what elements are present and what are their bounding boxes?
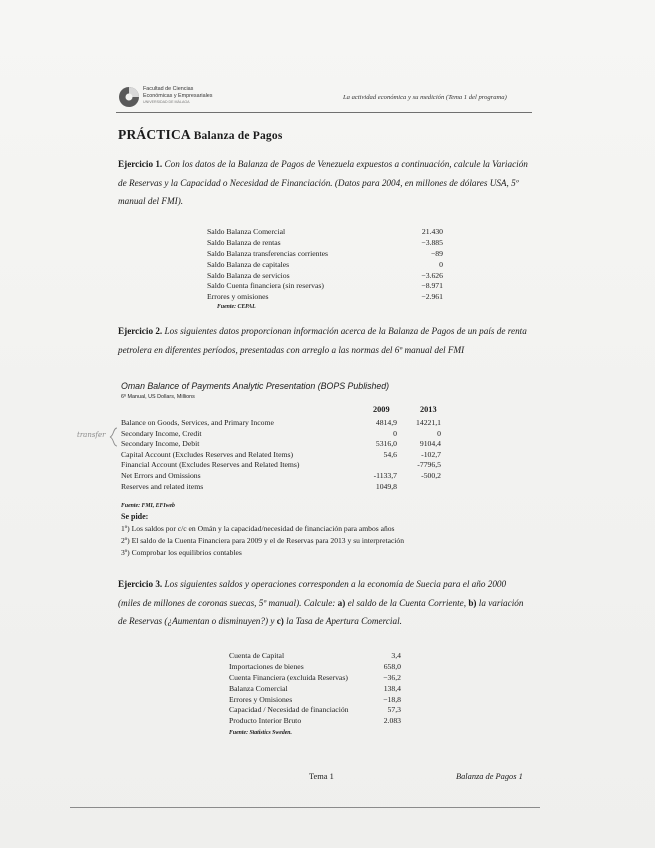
oman-table-title: Oman Balance of Payments Analytic Presentation (BOPS Published) <box>121 381 390 391</box>
row-label: Cuenta de Capital <box>229 651 285 660</box>
exercise-1-table <box>207 227 443 303</box>
row-label: Saldo Cuenta financiera (sin reservas) <box>207 281 324 291</box>
table-row <box>207 292 443 303</box>
row-label: Cuenta Financiera (excluida Reservas) <box>229 672 348 682</box>
row-label: Capacidad / Necesidad de financiación <box>229 705 349 715</box>
oman-table-subtitle: 6º Manual, US Dollars, Millions <box>121 394 195 400</box>
value-2013: -102,7 <box>421 449 441 459</box>
exercise-1-source: Fuente: CEPAL <box>217 304 256 310</box>
row-value: 138,4 <box>383 683 401 693</box>
table-row <box>207 271 443 282</box>
question-2: 2º) El saldo de la Cuenta Financiera para 2009 y el de Reservas para 2013 y su interpretación <box>121 536 405 545</box>
exercise-3-statement <box>118 575 528 631</box>
value-2009: 54,6 <box>383 449 397 459</box>
oman-table <box>121 418 441 492</box>
table-row <box>121 429 441 440</box>
exercise-3-label: Ejercicio 3. <box>118 579 163 589</box>
table-row <box>207 227 443 238</box>
row-value: 658,0 <box>383 661 401 671</box>
column-header-2009: 2009 <box>373 405 390 414</box>
exercise-1-text: Con los datos de la Balanza de Pagos de Venezuela expuestos a continuación, calcule la Variación de Reservas y la Capacidad o Necesidad de Financiación. (Datos para 2004, en millones de dólares USA, 5º manual del FMI). <box>118 159 528 206</box>
row-value: 3,4 <box>391 651 401 660</box>
row-label: Secondary Income, Debit <box>121 439 200 449</box>
table-row <box>229 673 401 684</box>
row-label: Saldo Balanza de rentas <box>207 237 281 247</box>
value-2009: 5316,0 <box>375 439 397 449</box>
row-label: Balanza Comercial <box>229 683 288 693</box>
exercise-2-source: Fuente: FMI, EFIweb <box>121 503 175 509</box>
table-row <box>229 684 401 695</box>
table-row <box>229 705 401 716</box>
row-label: Capital Account (Excludes Reserves and Related Items) <box>121 449 294 459</box>
exercise-3-part-b: b) <box>468 597 477 608</box>
row-label: Saldo Balanza transferencias corrientes <box>207 248 329 258</box>
table-row <box>121 482 441 493</box>
row-label: Financial Account (Excludes Reserves and Related Items) <box>121 460 300 470</box>
exercise-2-statement <box>118 322 538 359</box>
question-1: 1º) Los saldos por c/c en Omán y la capacidad/necesidad de financiación para ambos años <box>121 524 395 533</box>
row-value: −3.626 <box>421 270 443 280</box>
exercise-3-part-a: a) <box>337 597 346 608</box>
value-2013: 14221,1 <box>416 418 441 427</box>
table-row <box>121 471 441 482</box>
row-label: Balance on Goods, Services, and Primary Income <box>121 418 274 427</box>
footer-topic: Tema 1 <box>309 772 334 781</box>
table-row <box>229 716 401 727</box>
exercise-3-text-a: Los siguientes saldos y operaciones corresponden a la economía de Suecia para el año 2000 (miles de millones de coronas suecas, 5º manual). Calcule: <box>118 579 507 608</box>
exercise-3-text-d: la Tasa de Apertura Comercial. <box>286 616 402 626</box>
university-logo-icon <box>118 86 140 108</box>
faculty-line-1: Facultad de Ciencias <box>143 86 194 92</box>
footer-divider <box>70 807 540 808</box>
row-value: −8.971 <box>421 281 443 291</box>
faculty-line-2: Económicas y Empresariales <box>143 92 213 99</box>
running-header: La actividad económica y su medición (Tema 1 del programa) <box>343 94 507 101</box>
page-title-main: PRÁCTICA <box>118 127 191 142</box>
table-row <box>121 460 441 471</box>
table-row <box>207 260 443 271</box>
exercise-3-table <box>229 651 401 727</box>
page-title-sub: Balanza de Pagos <box>193 130 283 142</box>
exercise-3-source: Fuente: Statistics Sweden. <box>229 730 292 736</box>
exercise-1-statement <box>118 155 538 211</box>
value-2009: 4814,9 <box>375 418 397 427</box>
row-value: −36,2 <box>383 672 401 682</box>
row-value: 57,3 <box>387 705 401 715</box>
handwritten-brace-icon <box>107 427 119 447</box>
handwritten-note: transfer <box>77 431 106 439</box>
row-label: Importaciones de bienes <box>229 661 304 671</box>
exercise-3-part-c: c) <box>276 616 284 626</box>
row-value: 0 <box>439 259 443 269</box>
table-row <box>121 418 441 429</box>
row-label: Net Errors and Omissions <box>121 470 201 480</box>
row-value: −2.961 <box>421 292 443 302</box>
exercise-1-label: Ejercicio 1. <box>118 159 163 169</box>
question-3: 3º) Comprobar los equilibrios contables <box>121 548 242 557</box>
table-row <box>229 695 401 706</box>
exercise-2-label: Ejercicio 2. <box>118 326 163 336</box>
row-label: Saldo Balanza de servicios <box>207 270 290 280</box>
row-label: Producto Interior Bruto <box>229 716 302 726</box>
exercise-2-text: Los siguientes datos proporcionan información acerca de la Balanza de Pagos de un país de renta petrolera en diferentes períodos, presentadas con arreglo a las normas del 6º manual del FMI <box>118 326 527 355</box>
table-row <box>121 450 441 461</box>
row-label: Errores y Omisiones <box>229 694 293 704</box>
exercise-3-text-c: la variación de Reservas (¿Aumentan o disminuyen?) y <box>118 597 524 626</box>
faculty-line-3: UNIVERSIDAD DE MÁLAGA <box>143 100 190 105</box>
row-value: 21.430 <box>421 227 443 236</box>
value-2013: -500,2 <box>421 470 441 480</box>
value-2009: -1133,7 <box>373 470 397 480</box>
row-label: Saldo Balanza de capitales <box>207 259 290 269</box>
row-label: Errores y omisiones <box>207 292 269 302</box>
value-2009: 1049,8 <box>375 481 397 491</box>
row-value: −18,8 <box>383 694 401 704</box>
table-row <box>207 249 443 260</box>
row-label: Secondary Income, Credit <box>121 428 202 438</box>
table-row <box>207 238 443 249</box>
row-value: −89 <box>430 248 443 258</box>
se-pide-label: Se pide: <box>121 512 149 521</box>
row-value: 2.083 <box>383 716 401 726</box>
value-2013: 0 <box>437 428 441 438</box>
header-divider <box>116 112 532 113</box>
value-2013: 9104,4 <box>419 439 441 449</box>
faculty-name <box>143 86 213 106</box>
value-2013: -7796,5 <box>417 460 441 470</box>
row-value: −3.885 <box>421 237 443 247</box>
table-row <box>121 439 441 450</box>
table-row <box>229 662 401 673</box>
row-label: Reserves and related items <box>121 481 204 491</box>
row-label: Saldo Balanza Comercial <box>207 227 286 236</box>
footer-page-label: Balanza de Pagos 1 <box>456 772 523 781</box>
value-2009: 0 <box>393 428 397 438</box>
page-title <box>118 127 283 143</box>
table-row <box>207 281 443 292</box>
exercise-3-text-b: el saldo de la Cuenta Corriente, <box>347 597 467 608</box>
column-header-2013: 2013 <box>420 405 437 414</box>
table-row <box>229 651 401 662</box>
